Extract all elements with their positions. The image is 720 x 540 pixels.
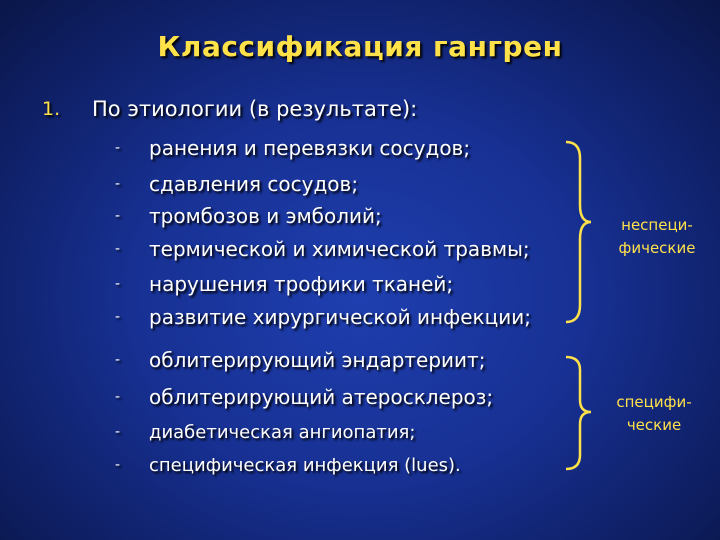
- list-item-text: нарушения трофики тканей;: [149, 272, 454, 296]
- list-item-text: облитерирующий атеросклероз;: [149, 385, 494, 409]
- list-item-text: сдавления сосудов;: [149, 172, 359, 196]
- dash-bullet: -: [115, 424, 121, 440]
- main-item-label: По этиологии (в результате):: [92, 97, 418, 121]
- list-number: 1.: [42, 98, 61, 120]
- note-line: специфи-: [616, 393, 692, 411]
- dash-bullet: -: [115, 309, 121, 325]
- list-item-text: диабетическая ангиопатия;: [149, 421, 416, 443]
- dash-bullet: -: [115, 208, 121, 224]
- note-line: ческие: [626, 416, 682, 434]
- dash-bullet: -: [115, 389, 121, 405]
- nonspecific-note: [614, 214, 700, 260]
- note-line: неспеци-: [621, 216, 693, 234]
- dash-bullet: -: [115, 276, 121, 292]
- dash-bullet: -: [115, 241, 121, 257]
- list-item-text: термической и химической травмы;: [149, 237, 530, 261]
- list-item-text: тромбозов и эмболий;: [149, 204, 382, 228]
- dash-bullet: -: [115, 140, 121, 156]
- list-item-text: ранения и перевязки сосудов;: [149, 136, 471, 160]
- list-item-text: развитие хирургической инфекции;: [149, 305, 531, 329]
- note-line: фические: [618, 239, 696, 257]
- slide-title: Классификация гангрен: [157, 30, 563, 63]
- dash-bullet: -: [115, 352, 121, 368]
- list-item-text: облитерирующий эндартериит;: [149, 348, 486, 372]
- dash-bullet: -: [115, 457, 121, 473]
- dash-bullet: -: [115, 176, 121, 192]
- list-item-text: специфическая инфекция (lues).: [149, 454, 461, 476]
- specific-note: [609, 391, 699, 437]
